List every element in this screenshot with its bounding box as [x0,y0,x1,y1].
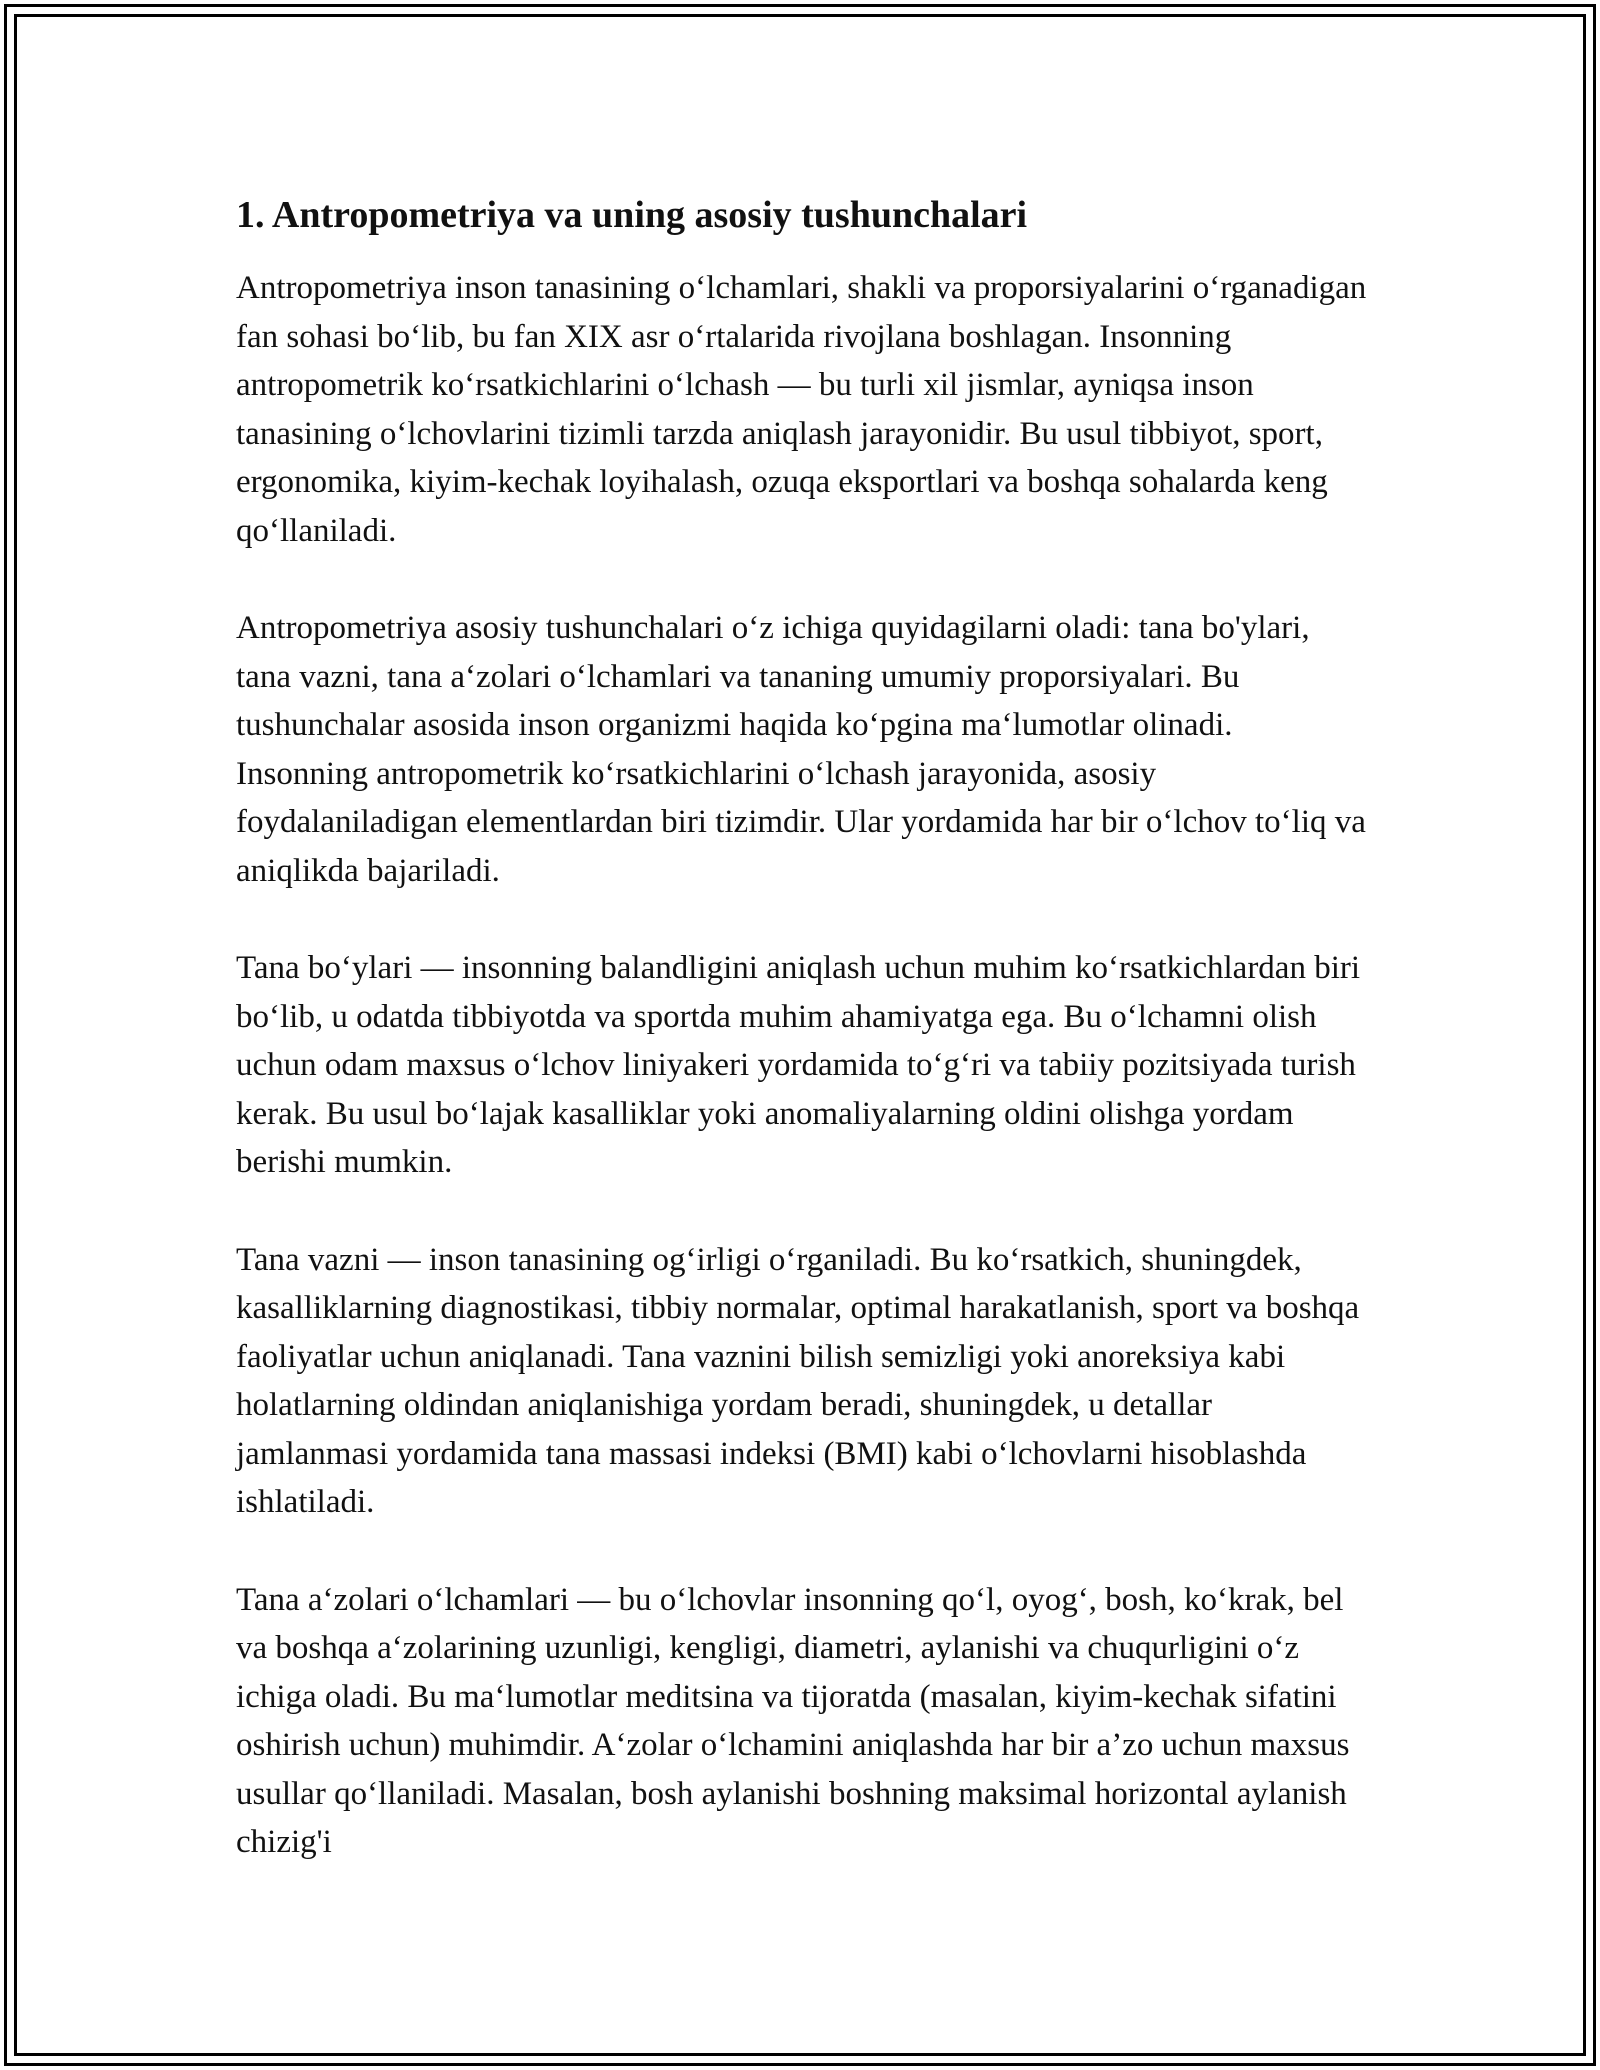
paragraph-basic-concepts: Antropometriya asosiy tushunchalari oʻz ichiga quyidagilarni oladi: tana bo'ylari, tana vazni, tana aʻzolari oʻlchamlari va tananing umumiy proporsiyalari. Bu tushunchalar asosida inson organizmi haqida koʻpgina maʻlumotlar olinadi. Insonning antropometrik koʻrsatkichlarini oʻlchash jarayonida, asosiy foydalaniladigan elementlardan biri tizimdir. Ular yordamida har bir oʻlchov toʻliq va aniqlikda bajariladi. [236,610,1366,889]
paragraph-body-height: Tana boʻylari — insonning balandligini aniqlash uchun muhim koʻrsatkichlardan biri boʻlib, u odatda tibbiyotda va sportda muhim ahamiyatga ega. Bu oʻlchamni olish uchun odam maxsus oʻlchov liniyakeri yordamida toʻgʻri va tabiiy pozitsiyada turish kerak. Bu usul boʻlajak kasalliklar yoki anomaliyalarning oldini olishga yordam berishi mumkin. [236,950,1361,1180]
paragraph-intro: Antropometriya inson tanasining oʻlchamlari, shakli va proporsiyalarini oʻrganadigan fan sohasi boʻlib, bu fan XIX asr oʻrtalarida rivojlana boshlagan. Insonning antropometrik koʻrsatkichlarini oʻlchash — bu turli xil jismlar, ayniqsa inson tanasining oʻlchovlarini tizimli tarzda aniqlash jarayonidir. Bu usul tibbiyot, sport, ergonomika, kiyim-kechak loyihalash, ozuqa eksportlari va boshqa sohalarda keng qoʻllaniladi. [236,270,1367,549]
paragraph-body-part-sizes: Tana aʻzolari oʻlchamlari — bu oʻlchovlar insonning qoʻl, oyogʻ, bosh, koʻkrak, bel va boshqa aʻzolarining uzunligi, kengligi, diametri, aylanishi va chuqurligini oʻz ichiga oladi. Bu maʻlumotlar meditsina va tijoratda (masalan, kiyim-kechak sifatini oshirish uchun) muhimdir. Aʻzolar oʻlchamini aniqlashda har bir a’zo uchun maxsus usullar qoʻllaniladi. Masalan, bosh aylanishi boshning maksimal horizontal aylanish chizig'i [236,1581,1350,1860]
paragraph-body-weight: Tana vazni — inson tanasining ogʻirligi oʻrganiladi. Bu koʻrsatkich, shuningdek, kasalliklarning diagnostikasi, tibbiy normalar, optimal harakatlanish, sport va boshqa faoliyatlar uchun aniqlanadi. Tana vaznini bilish semizligi yoki anoreksiya kabi holatlarning oldindan aniqlanishiga yordam beradi, shuningdek, u detallar jamlanmasi yordamida tana massasi indeksi (BMI) kabi oʻlchovlarni hisoblashda ishlatiladi. [236,1241,1360,1520]
section-title: 1. Antropometriya va uning asosiy tushunchalari [236,194,1028,236]
document-body [236,190,1372,1916]
